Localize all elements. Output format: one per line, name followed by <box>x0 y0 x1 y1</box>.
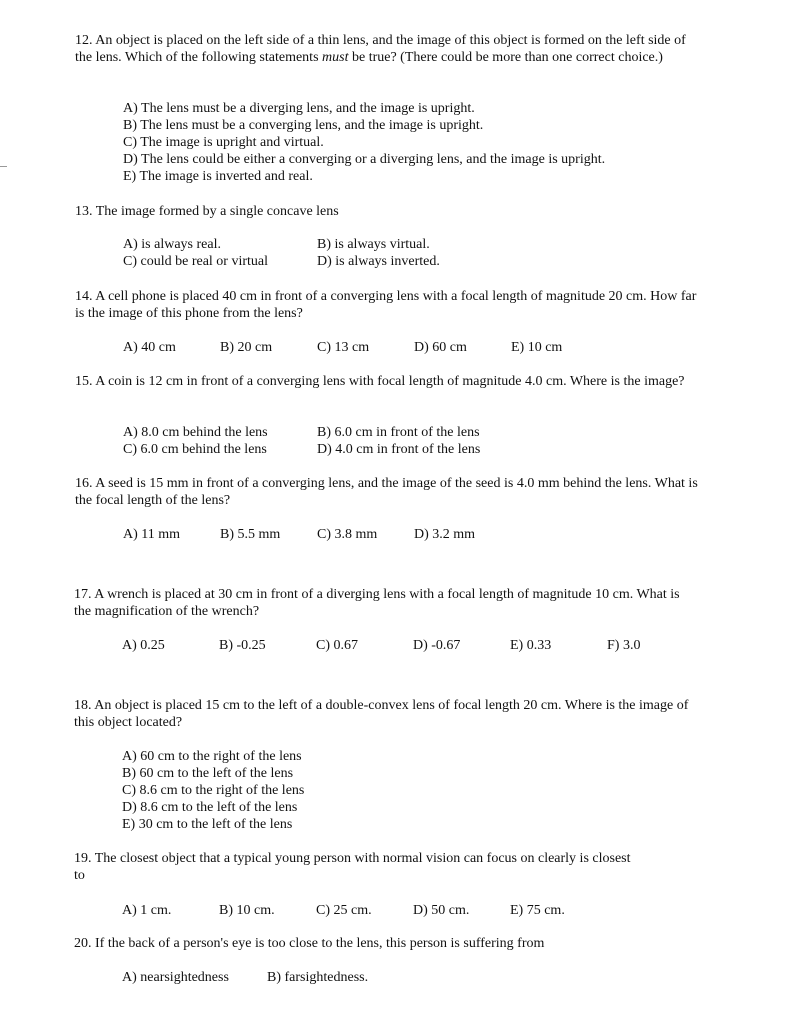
question-16-stem: 16. A seed is 15 mm in front of a converging lens, and the image of the seed is 4.0 mm behind the lens. What is the focal length of the lens? <box>75 476 698 508</box>
question-14-option-a: A) 40 cm <box>123 340 176 355</box>
question-15-option-b: B) 6.0 cm in front of the lens <box>317 425 480 440</box>
question-12-option-c: C) The image is upright and virtual. <box>123 135 324 150</box>
question-18-stem: 18. An object is placed 15 cm to the left of a double-convex lens of focal length 20 cm. Where is the image of this object located? <box>74 698 689 730</box>
question-18-option-c: C) 8.6 cm to the right of the lens <box>122 783 305 798</box>
question-16-option-d: D) 3.2 mm <box>414 527 476 542</box>
question-16-option-b: B) 5.5 mm <box>220 527 281 542</box>
question-14-option-b: B) 20 cm <box>220 340 273 355</box>
question-19-option-d: D) 50 cm. <box>413 903 470 918</box>
question-17-option-b: B) -0.25 <box>219 638 266 653</box>
question-17-option-e: E) 0.33 <box>510 638 552 653</box>
question-17-option-a: A) 0.25 <box>122 638 165 653</box>
question-20-option-a: A) nearsightedness <box>122 970 229 985</box>
question-19-option-a: A) 1 cm. <box>122 903 172 918</box>
question-13-option-a: A) is always real. <box>123 237 221 252</box>
question-12-option-d: D) The lens could be either a converging or a diverging lens, and the image is upright. <box>123 152 606 167</box>
question-19-option-c: C) 25 cm. <box>316 903 372 918</box>
margin-mark <box>0 166 7 167</box>
question-16-option-a: A) 11 mm <box>123 527 181 542</box>
question-14-stem: 14. A cell phone is placed 40 cm in front of a converging lens with a focal length of magnitude 20 cm. How far is the image of this phone from the lens? <box>75 289 697 321</box>
question-18-option-e: E) 30 cm to the left of the lens <box>122 817 293 832</box>
question-19-option-b: B) 10 cm. <box>219 903 275 918</box>
question-15-option-a: A) 8.0 cm behind the lens <box>123 425 268 440</box>
question-20-stem: 20. If the back of a person's eye is too close to the lens, this person is suffering from <box>74 936 545 951</box>
question-15-option-c: C) 6.0 cm behind the lens <box>123 442 267 457</box>
question-15-option-d: D) 4.0 cm in front of the lens <box>317 442 481 457</box>
question-14-option-d: D) 60 cm <box>414 340 467 355</box>
question-18-option-b: B) 60 cm to the left of the lens <box>122 766 294 781</box>
question-17-option-c: C) 0.67 <box>316 638 358 653</box>
question-12-option-b: B) The lens must be a converging lens, and the image is upright. <box>123 118 484 133</box>
question-18-option-d: D) 8.6 cm to the left of the lens <box>122 800 298 815</box>
question-17-stem: 17. A wrench is placed at 30 cm in front of a diverging lens with a focal length of magnitude 10 cm. What is the magnification of the wrench? <box>74 587 680 619</box>
question-12-option-a: A) The lens must be a diverging lens, and the image is upright. <box>123 101 475 116</box>
question-13-option-b: B) is always virtual. <box>317 237 430 252</box>
question-13-option-c: C) could be real or virtual <box>123 254 269 269</box>
question-15-stem: 15. A coin is 12 cm in front of a converging lens with focal length of magnitude 4.0 cm. Where is the image? <box>75 374 685 389</box>
question-17-option-d: D) -0.67 <box>413 638 461 653</box>
question-12-stem: 12. An object is placed on the left side of a thin lens, and the image of this object is formed on the left side of the lens. Which of the following statements must be true? (There could be more than one correct choice.) <box>75 33 686 65</box>
question-17-option-f: F) 3.0 <box>607 638 641 653</box>
question-14-option-e: E) 10 cm <box>511 340 563 355</box>
question-16-option-c: C) 3.8 mm <box>317 527 378 542</box>
question-13-option-d: D) is always inverted. <box>317 254 440 269</box>
question-12-option-e: E) The image is inverted and real. <box>123 169 313 184</box>
question-20-option-b: B) farsightedness. <box>267 970 369 985</box>
question-13-stem: 13. The image formed by a single concave lens <box>75 204 339 219</box>
question-18-option-a: A) 60 cm to the right of the lens <box>122 749 302 764</box>
question-14-option-c: C) 13 cm <box>317 340 370 355</box>
question-19-stem: 19. The closest object that a typical young person with normal vision can focus on clearly is closest to <box>74 851 631 883</box>
question-19-option-e: E) 75 cm. <box>510 903 565 918</box>
